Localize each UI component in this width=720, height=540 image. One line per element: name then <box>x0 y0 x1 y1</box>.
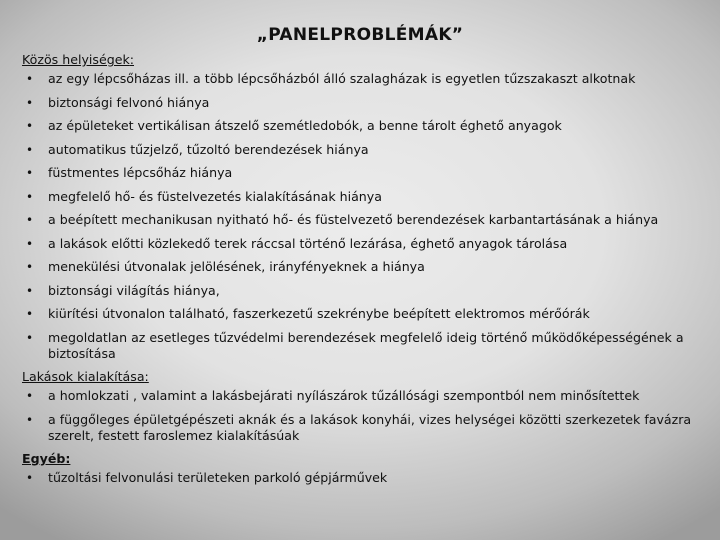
bullet-icon: • <box>26 189 34 204</box>
list-item <box>22 236 712 252</box>
bullet-icon: • <box>26 471 34 485</box>
bullet-icon: • <box>26 389 34 403</box>
slide-title: „PANELPROBLÉMÁK” <box>256 25 464 45</box>
list-item-text: megfelelő hő- és füstelvezetés kialakításának hiánya <box>48 188 382 204</box>
bullet-list-lakasok-kialakitasa <box>22 388 712 444</box>
list-item-text: a lakások előtti közlekedő terek ráccsal történő lezárása, éghető anyagok tárolása <box>48 235 568 251</box>
list-item-text: a beépített mechanikusan nyitható hő- és füstelvezető berendezések karbantartásának a hiánya <box>48 212 659 227</box>
list-item <box>22 388 712 404</box>
bullet-icon: • <box>26 307 34 321</box>
section-heading-kozos-helyisegek <box>22 52 712 68</box>
list-item <box>22 412 712 444</box>
list-item-text: a homlokzati , valamint a lakásbejárati nyílászárok tűzállósági szempontból nem minősítettek <box>48 388 640 403</box>
list-item-text: a függőleges épületgépészeti aknák és a lakások konyhái, vizes helységei közötti szerkezetek favázra szerelt, festett faroslemez kialakításúak <box>48 411 692 443</box>
bullet-icon: • <box>26 72 34 86</box>
list-item-text: automatikus tűzjelző, tűzoltó berendezések hiánya <box>48 141 369 157</box>
slide-content <box>22 52 712 494</box>
section-heading-text: Egyéb: <box>22 451 71 466</box>
bullet-icon: • <box>26 95 34 110</box>
list-item-text: biztonsági világítás hiánya, <box>48 282 220 298</box>
list-item <box>22 306 712 322</box>
list-item-text: kiürítési útvonalon található, faszerkezetű szekrénybe beépített elektromos mérőórák <box>48 306 590 321</box>
list-item <box>22 165 712 181</box>
list-item <box>22 118 712 134</box>
bullet-icon: • <box>26 142 34 157</box>
list-item-text: az egy lépcsőházas ill. a több lépcsőházból álló szalagházak is egyetlen tűzszakaszt alkotnak <box>48 71 636 86</box>
section-heading-text: Lakások kialakítása <box>22 369 145 384</box>
list-item <box>22 142 712 158</box>
list-item-text: tűzoltási felvonulási területeken parkoló gépjárművek <box>48 470 388 485</box>
bullet-list-egyeb <box>22 470 712 486</box>
bullet-icon: • <box>26 119 34 133</box>
list-item <box>22 189 712 205</box>
section-heading-colon: : <box>144 369 149 384</box>
list-item <box>22 470 712 486</box>
list-item-text: menekülési útvonalak jelölésének, irányfényeknek a hiánya <box>48 259 425 274</box>
list-item-text: megoldatlan az esetleges tűzvédelmi berendezések megfelelő ideig történő működőképességének a biztosítása <box>48 329 684 361</box>
bullet-list-kozos-helyisegek <box>22 71 712 362</box>
bullet-icon: • <box>26 213 34 227</box>
bullet-icon: • <box>26 283 34 298</box>
section-heading-colon: : <box>129 52 134 67</box>
list-item-text: füstmentes lépcsőház hiánya <box>48 165 233 180</box>
list-item-text: biztonsági felvonó hiánya <box>48 94 210 110</box>
bullet-icon: • <box>26 166 34 180</box>
list-item <box>22 71 712 87</box>
section-heading-egyeb <box>22 451 712 467</box>
list-item <box>22 95 712 111</box>
bullet-icon: • <box>26 260 34 274</box>
list-item-text: az épületeket vertikálisan átszelő szemétledobók, a benne tárolt éghető anyagok <box>48 118 562 133</box>
section-heading-lakasok-kialakitasa <box>22 369 712 385</box>
bullet-icon: • <box>26 236 34 251</box>
bullet-icon: • <box>26 330 34 345</box>
bullet-icon: • <box>26 412 34 427</box>
list-item <box>22 283 712 299</box>
list-item <box>22 212 712 228</box>
section-heading-text: Közös helyiségek <box>22 52 130 67</box>
list-item <box>22 259 712 275</box>
list-item <box>22 330 712 362</box>
